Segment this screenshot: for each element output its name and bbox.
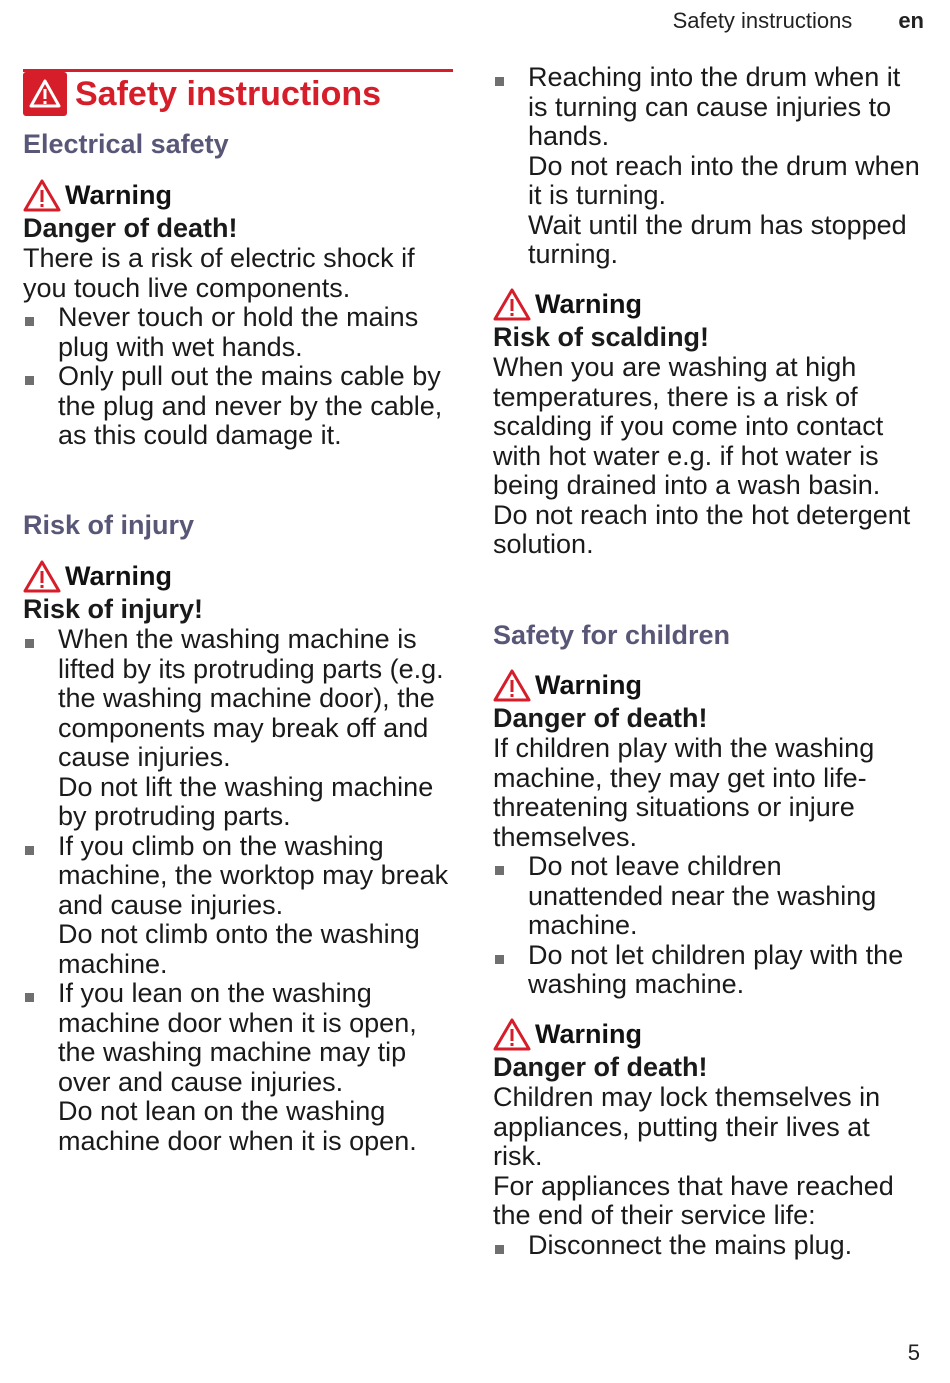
warning-triangle-icon [23, 179, 61, 212]
list-item: Reaching into the drum when it is turning can cause injuries to hands. Do not reach into the drum when it is turning. Wait until the drum has stopped turning. [493, 63, 923, 270]
bullet-list [23, 303, 453, 451]
warning-instruction: For appliances that have reached the end of their service life: [493, 1170, 894, 1230]
list-item: Do not leave children unattended near the washing machine. [493, 852, 923, 941]
warning-electrical [23, 178, 453, 451]
language-code: en [898, 8, 924, 33]
header-section-title: Safety instructions [672, 8, 853, 33]
risk-title: Risk of scalding! [493, 322, 710, 352]
page-title [23, 72, 381, 116]
heading-safety-for-children: Safety for children [493, 620, 731, 650]
warning-injury [23, 559, 453, 1156]
list-item: Do not let children play with the washing machine. [493, 941, 923, 1000]
warning-label: Warning [493, 1017, 923, 1051]
warning-text: Children may lock themselves in appliances, putting their lives at risk. [493, 1082, 881, 1171]
risk-title: Danger of death! [493, 1052, 708, 1082]
warning-triangle-icon [23, 72, 67, 116]
list-item: If you lean on the washing machine door when it is open, the washing machine may tip over and cause injuries. Do not lean on the washing machine door when it is open. [23, 979, 453, 1156]
bullet-list [493, 852, 923, 1000]
warning-children-play [493, 668, 923, 1000]
warning-triangle-icon [493, 1018, 531, 1051]
warning-label: Warning [493, 287, 923, 321]
risk-title: Risk of injury! [23, 594, 204, 624]
list-item: Only pull out the mains cable by the plug and never by the cable, as this could damage it. [23, 362, 453, 451]
warning-label: Warning [23, 559, 453, 593]
bullet-list [493, 63, 923, 270]
risk-title: Danger of death! [493, 703, 708, 733]
title-text: Safety instructions [75, 75, 382, 113]
bullet-list [23, 625, 453, 1156]
warning-scalding [493, 287, 923, 560]
risk-title: Danger of death! [23, 213, 238, 243]
list-item: When the washing machine is lifted by its protruding parts (e.g. the washing machine door), the components may break off and cause injuries. Do not lift the washing machine by protruding parts. [23, 625, 453, 832]
warning-children-lock [493, 1017, 923, 1260]
warning-instruction: Do not reach into the hot detergent solution. [493, 499, 911, 559]
bullet-list [493, 1231, 923, 1261]
warning-triangle-icon [493, 669, 531, 702]
page-number: 5 [907, 1340, 920, 1365]
warning-triangle-icon [23, 560, 61, 593]
list-item: If you climb on the washing machine, the worktop may break and cause injuries. Do not climb onto the washing machine. [23, 832, 453, 980]
warning-label: Warning [493, 668, 923, 702]
warning-text: There is a risk of electric shock if you touch live components. [23, 243, 415, 303]
list-item: Disconnect the mains plug. [493, 1231, 923, 1261]
list-item: Never touch or hold the mains plug with wet hands. [23, 303, 453, 362]
drum-bullet-block [493, 63, 923, 270]
warning-triangle-icon [493, 288, 531, 321]
warning-text: When you are washing at high temperatures, there is a risk of scalding if you come into contact with hot water e.g. if hot water is being drained into a wash basin. [493, 352, 884, 500]
warning-text: If children play with the washing machine, they may get into life-threatening situations or injure themselves. [493, 733, 875, 852]
heading-electrical-safety: Electrical safety [23, 129, 229, 159]
warning-label: Warning [23, 178, 453, 212]
page-header [673, 8, 924, 34]
heading-risk-of-injury: Risk of injury [23, 510, 195, 540]
